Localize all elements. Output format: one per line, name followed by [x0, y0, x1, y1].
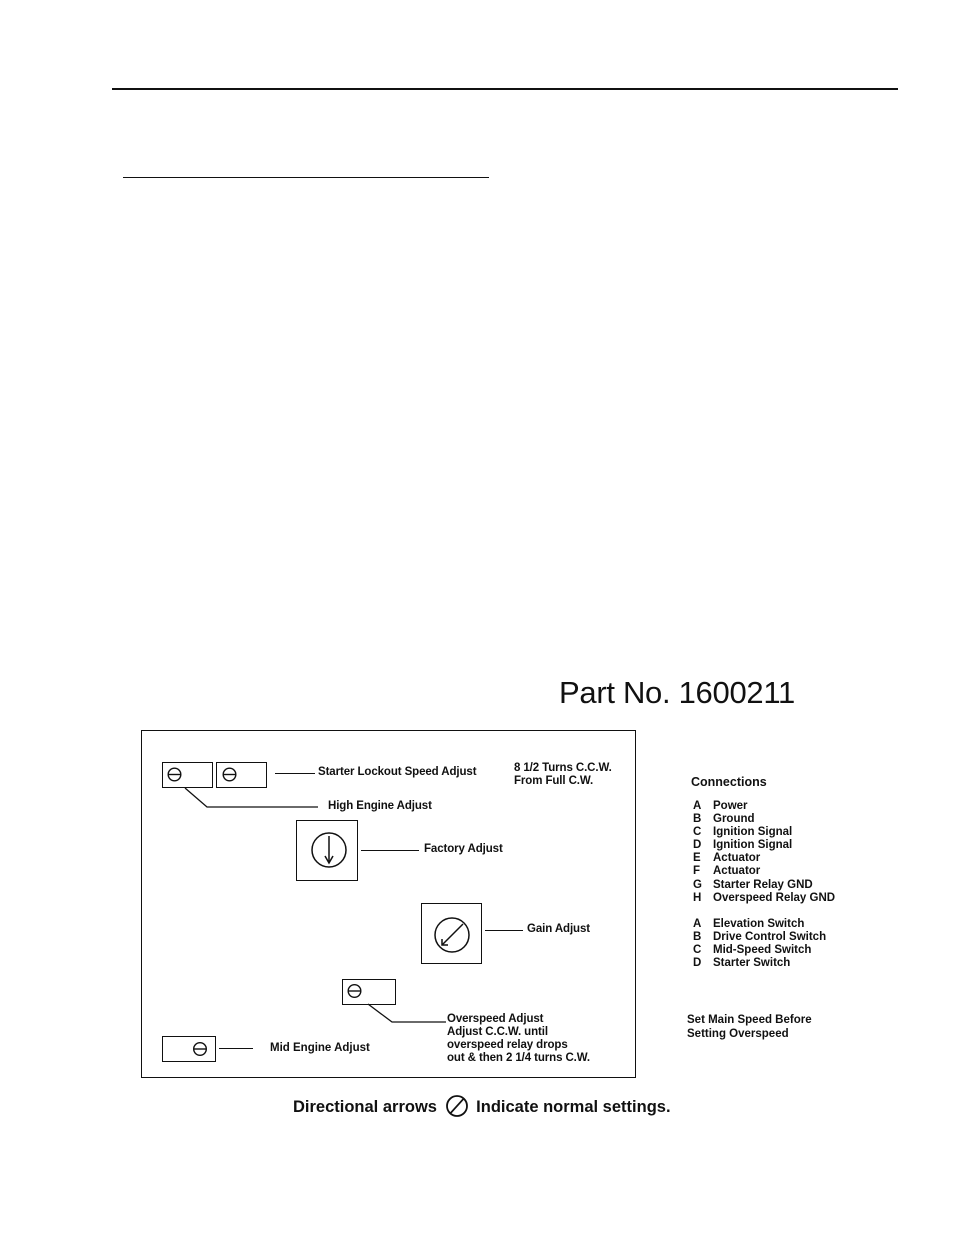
connection-item: E Actuator [693, 852, 761, 865]
screw-slot-icon [343, 980, 393, 1003]
mid-engine-label: Mid Engine Adjust [270, 1042, 370, 1054]
starter-lockout-label: Starter Lockout Speed Adjust [318, 766, 477, 778]
connection-item: C Ignition Signal [693, 826, 793, 839]
connections-group-1 [693, 800, 835, 905]
diagonal-arrow-dial-icon [422, 904, 480, 962]
connection-item: D Starter Switch [693, 957, 791, 970]
screw-slot-icon [163, 763, 211, 786]
high-engine-pot [162, 762, 213, 788]
part-number-title: Part No. 1600211 [559, 675, 795, 710]
high-engine-label: High Engine Adjust [328, 800, 432, 812]
mid-engine-pot [162, 1036, 216, 1062]
factory-adjust-label: Factory Adjust [424, 843, 503, 855]
leader-line [361, 850, 419, 851]
starter-lockout-pot [216, 762, 267, 788]
connection-item: A Elevation Switch [693, 918, 805, 930]
leader-line [485, 930, 523, 931]
connection-item: F Actuator [693, 865, 761, 878]
high-engine-leader [180, 786, 325, 810]
main-speed-note: Set Main Speed Before Setting Overspeed [687, 1014, 812, 1040]
leader-line [219, 1048, 253, 1049]
legend-caption: Directional arrows Indicate normal settings. [293, 1095, 671, 1117]
overspeed-note-2: overspeed relay drops [447, 1039, 568, 1051]
connections-group-2 [693, 918, 826, 970]
connection-item: B Ground [693, 813, 755, 826]
connection-item: C Mid-Speed Switch [693, 944, 812, 957]
connection-item: D Ignition Signal [693, 839, 793, 852]
leader-line [275, 773, 315, 774]
header-rule [112, 88, 898, 90]
screw-slot-icon [163, 1037, 213, 1060]
connection-item: A Power [693, 800, 748, 812]
connection-item: H Overspeed Relay GND [693, 891, 836, 904]
screw-slot-icon [217, 763, 265, 786]
starter-lockout-note-2: From Full C.W. [514, 775, 594, 787]
connection-item: B Drive Control Switch [693, 931, 827, 944]
overspeed-adjust-pot [342, 979, 396, 1005]
overspeed-leader [364, 1003, 448, 1025]
section-heading-rule [123, 177, 489, 178]
overspeed-adjust-label: Overspeed Adjust [447, 1013, 544, 1025]
overspeed-note-1: Adjust C.C.W. until [447, 1026, 548, 1038]
connections-title: Connections [691, 775, 767, 789]
overspeed-note-3: out & then 2 1/4 turns C.W. [447, 1052, 590, 1064]
down-arrow-dial-icon [297, 821, 356, 879]
gain-adjust-pot [421, 903, 482, 964]
slashed-circle-icon [444, 1095, 470, 1117]
connection-item: G Starter Relay GND [693, 878, 813, 891]
factory-adjust-pot [296, 820, 358, 881]
starter-lockout-note-1: 8 1/2 Turns C.C.W. [514, 762, 612, 774]
gain-adjust-label: Gain Adjust [527, 923, 591, 935]
